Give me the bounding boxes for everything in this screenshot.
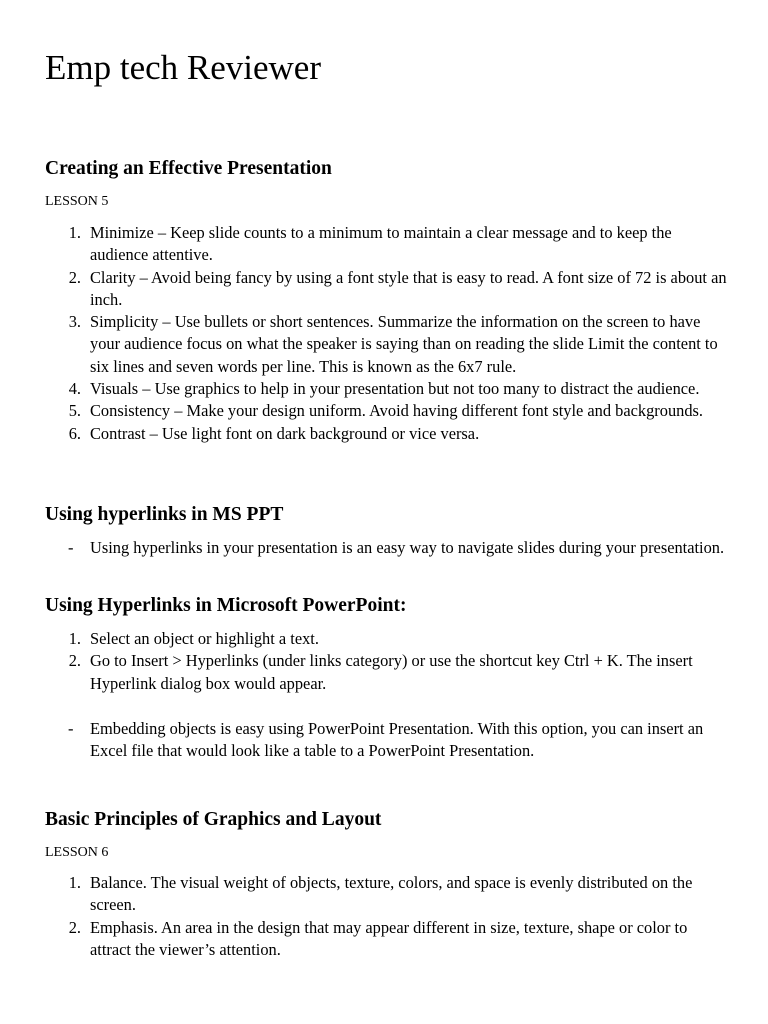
list-item-text: Contrast – Use light font on dark background or vice versa. — [90, 423, 480, 443]
list-number: 2. — [68, 651, 81, 671]
page-title: Emp tech Reviewer — [45, 48, 322, 87]
list-item-text: Consistency – Make your design uniform. Avoid having different font style and backgrounds. — [90, 401, 704, 421]
list-item — [0, 400, 730, 422]
list-item-text: Using hyperlinks in your presentation is an easy way to navigate slides during your presentation. — [90, 538, 725, 557]
list-item — [0, 378, 730, 400]
list-item — [0, 650, 730, 695]
list-item — [0, 872, 730, 917]
presentation-tips-list — [0, 222, 730, 445]
lesson-label-6: LESSON 6 — [45, 845, 109, 860]
section-heading-ppt-hyperlinks: Using Hyperlinks in Microsoft PowerPoint: — [45, 595, 407, 616]
list-item — [0, 537, 730, 559]
list-number: 2. — [68, 917, 81, 937]
section-heading-graphics: Basic Principles of Graphics and Layout — [45, 809, 382, 830]
list-number: 1. — [68, 629, 81, 648]
list-item-text: Simplicity – Use bullets or short sentences. Summarize the information on the screen to have your audience focus on what the speaker is saying than on reading the slide Limit the content to six lines and seven words per line. This is known as the 6x7 rule. — [90, 312, 718, 376]
section-heading-hyperlinks: Using hyperlinks in MS PPT — [45, 504, 284, 525]
list-item — [0, 311, 730, 378]
list-number: 4. — [68, 379, 81, 399]
list-item — [0, 917, 730, 962]
list-number: 5. — [68, 401, 81, 421]
list-item — [0, 423, 730, 445]
list-item-text: Balance. The visual weight of objects, texture, colors, and space is evenly distributed on the screen. — [90, 873, 693, 915]
list-number: 2. — [68, 267, 81, 287]
list-item — [0, 718, 730, 763]
list-number: 1. — [68, 873, 81, 892]
list-number: 6. — [68, 423, 81, 443]
list-item-text: Minimize – Keep slide counts to a minimum to maintain a clear message and to keep the audience attentive. — [90, 223, 672, 265]
dash-bullet: - — [68, 538, 74, 557]
lesson-label-5: LESSON 5 — [45, 194, 109, 209]
list-item-text: Clarity – Avoid being fancy by using a font style that is easy to read. A font size of 72 is about an inch. — [90, 267, 727, 309]
list-item — [0, 628, 730, 650]
hyperlinks-bullet-list — [0, 537, 730, 559]
dash-bullet: - — [68, 719, 74, 738]
graphics-principles-list — [0, 872, 730, 961]
list-number: 3. — [68, 312, 81, 332]
section-heading-presentation: Creating an Effective Presentation — [45, 158, 332, 179]
embedding-bullet-list — [0, 718, 730, 763]
list-item-text: Embedding objects is easy using PowerPoint Presentation. With this option, you can insert an Excel file that would look like a table to a PowerPoint Presentation. — [90, 719, 704, 761]
list-item — [0, 222, 730, 267]
hyperlink-steps-list — [0, 628, 730, 695]
list-item-text: Select an object or highlight a text. — [90, 629, 319, 648]
list-item-text: Visuals – Use graphics to help in your presentation but not too many to distract the audience. — [90, 379, 700, 399]
list-item — [0, 267, 730, 312]
list-number: 1. — [68, 223, 81, 242]
list-item-text: Emphasis. An area in the design that may appear different in size, texture, shape or color to attract the viewer’s attention. — [90, 917, 688, 959]
list-item-text: Go to Insert > Hyperlinks (under links category) or use the shortcut key Ctrl + K. The insert Hyperlink dialog box would appear. — [90, 651, 693, 693]
